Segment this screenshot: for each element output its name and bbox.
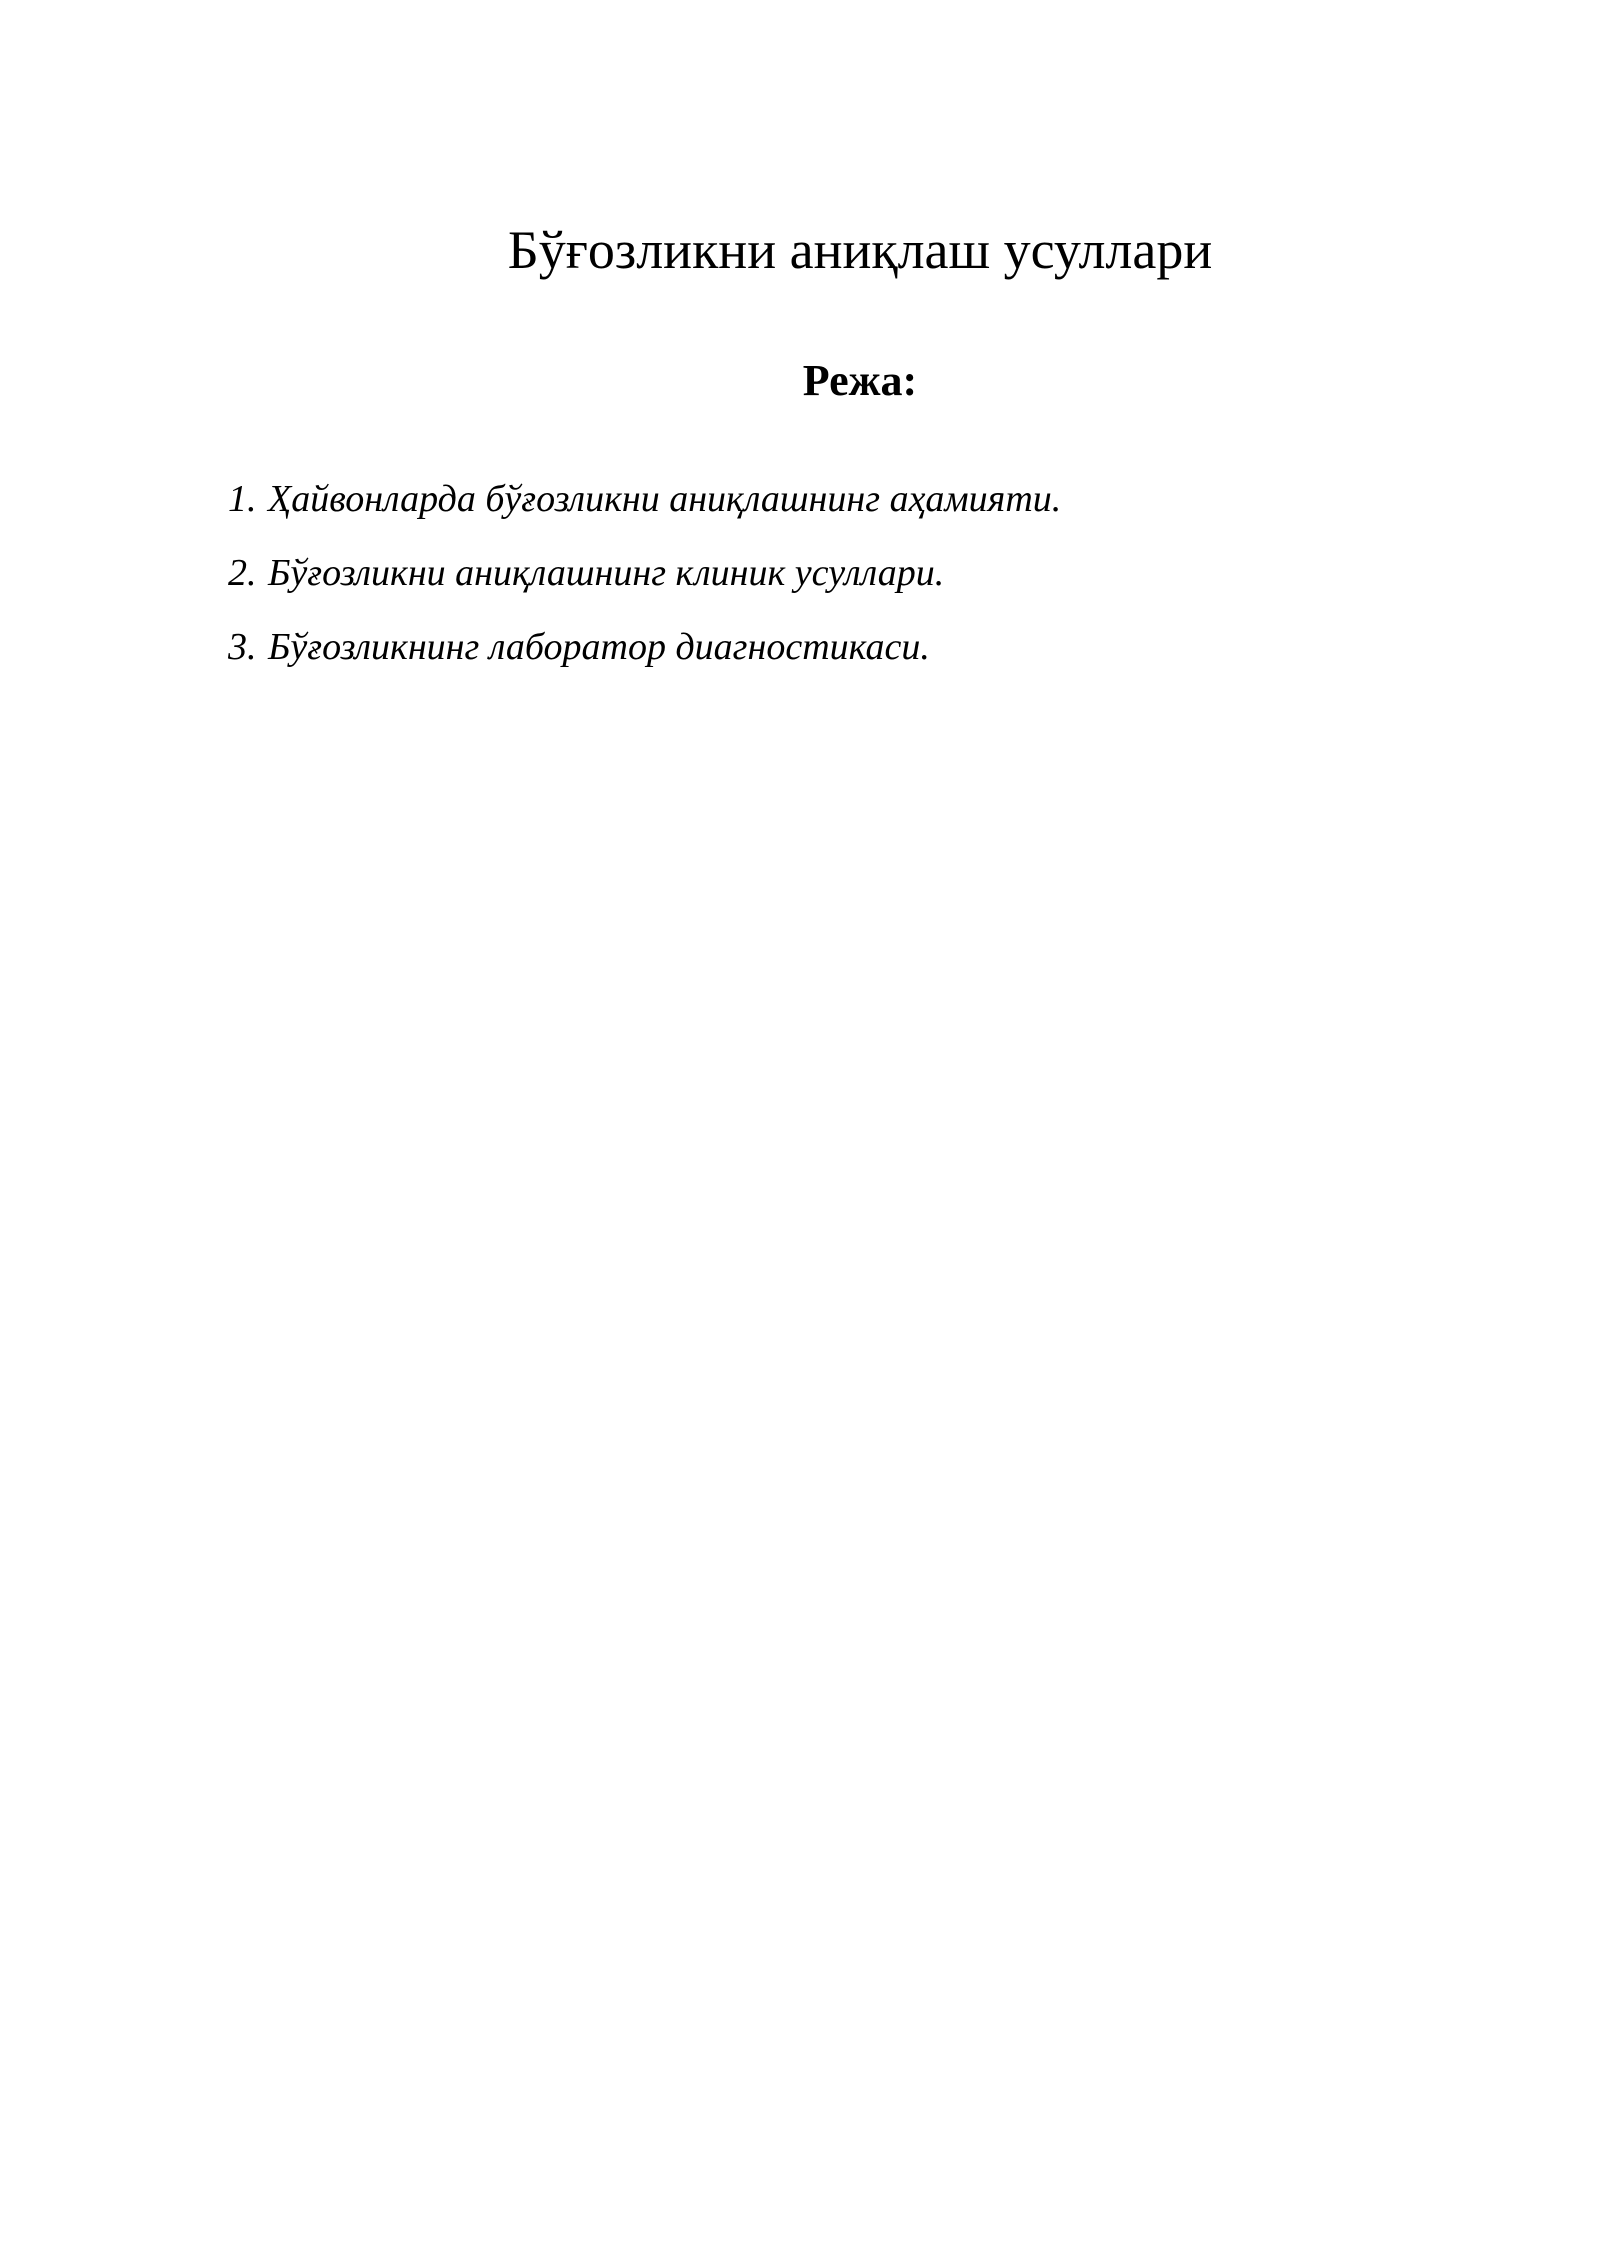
plan-item-number: 1. bbox=[228, 478, 257, 520]
plan-heading: Режа: bbox=[802, 356, 918, 405]
plan-item-text: Бўғозликнинг лаборатор диагностикаси. bbox=[268, 626, 930, 668]
plan-list bbox=[228, 462, 1061, 684]
plan-item-number: 3. bbox=[228, 626, 257, 668]
plan-item bbox=[228, 536, 1061, 610]
plan-item-number: 2. bbox=[228, 552, 257, 594]
plan-item bbox=[228, 610, 1061, 684]
plan-item bbox=[228, 462, 1061, 536]
document-title: Бўғозликни аниқлаш усуллари bbox=[507, 220, 1213, 280]
plan-item-text: Бўғозликни аниқлашнинг клиник усуллари. bbox=[268, 552, 945, 594]
plan-item-text: Ҳайвонларда бўғозликни аниқлашнинг аҳамияти. bbox=[268, 478, 1062, 520]
